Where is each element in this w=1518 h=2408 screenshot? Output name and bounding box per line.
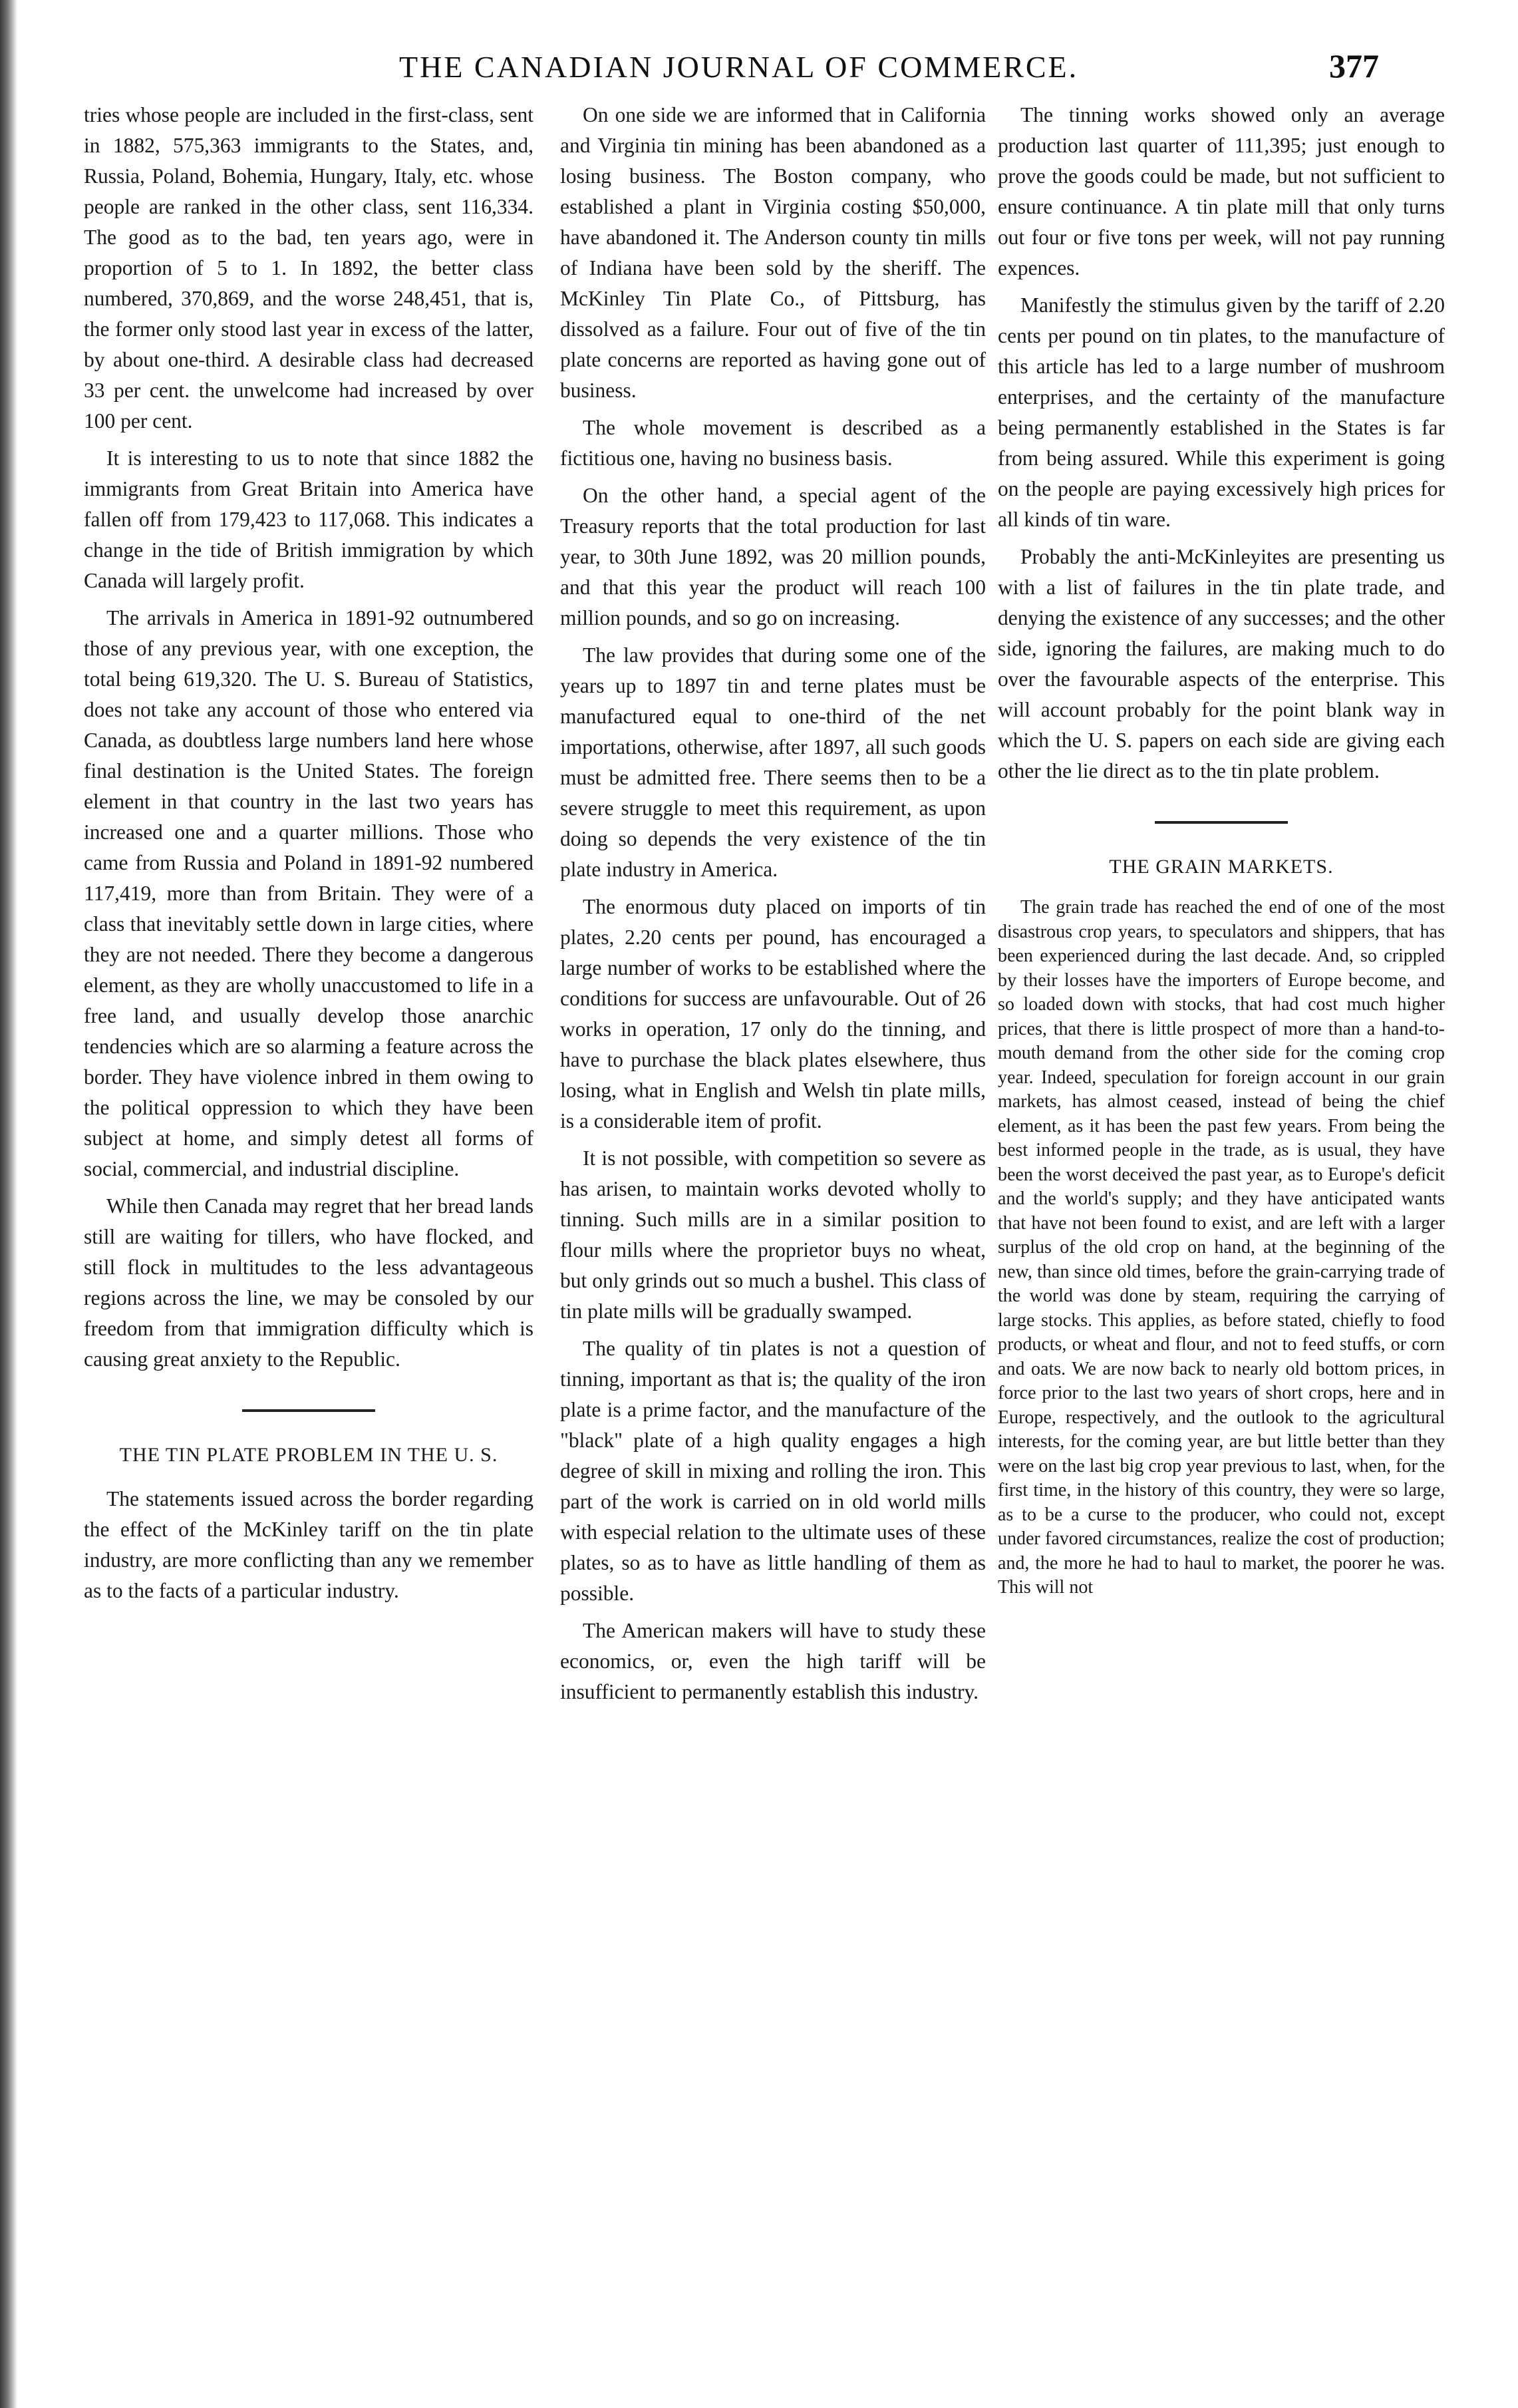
- grain-markets-article: [998, 896, 1445, 1600]
- article-paragraph: Probably the anti-McKinleyites are presenting us with a list of failures in the tin plate trade, and denying the existence of any successes; and the other side, ignoring the failures, are making much to do over the favourable aspects of the enterprise. This will account probably for the point blank way in which the U. S. papers on each side are giving each other the lie direct as to the tin plate problem.: [998, 545, 1445, 782]
- article-paragraph: The enormous duty placed on imports of tin plates, 2.20 cents per pound, has encouraged a large number of works to be established where the conditions for success are unfavourable. Out of 26 works in operation, 17 only do the tinning, and have to purchase the black plates elsewhere, thus losing, what in English and Welsh tin plate mills, is a considerable item of profit.: [560, 895, 986, 1132]
- tin-plate-continuation: [998, 100, 1445, 786]
- grain-markets-heading: THE GRAIN MARKETS.: [1109, 856, 1334, 878]
- column-3: [998, 100, 1445, 2362]
- column-2: [560, 100, 986, 2362]
- page-number: 377: [1329, 47, 1379, 85]
- article-paragraph: The tinning works showed only an average production last quarter of 111,395; just enough to prove the goods could be made, but not sufficient to ensure continuance. A tin plate mill that only turns out four or five tons per week, will not pay running expences.: [998, 103, 1445, 279]
- article-paragraph: tries whose people are included in the first-class, sent in 1882, 575,363 immigrants to the States, and, Russia, Poland, Bohemia, Hungary, Italy, etc. whose people are ranked in the other class, sent 116,334. The good as to the bad, ten years ago, were in proportion of 5 to 1. In 1892, the better class numbered, 370,869, and the worse 248,451, that is, the former only stood last year in excess of the latter, by about one-third. A desirable class had decreased 33 per cent. the unwelcome had increased by over 100 per cent.: [84, 103, 533, 432]
- running-head: [0, 35, 1518, 90]
- article-paragraph: It is not possible, with competition so severe as has arisen, to maintain works devoted wholly to tinning. Such mills are in a similar position to flour mills where the proprietor buys no wheat, but only grinds out so much a bushel. This class of tin plate mills will be gradually swamped.: [560, 1146, 986, 1323]
- tin-plate-heading: THE TIN PLATE PROBLEM IN THE U. S.: [119, 1444, 498, 1466]
- article-paragraph: The whole movement is described as a fictitious one, having no business basis.: [560, 416, 986, 470]
- article-paragraph: The law provides that during some one of the years up to 1897 tin and terne plates must be manufactured equal to one-third of the net importations, otherwise, after 1897, all such goods must be admitted free. There seems then to be a severe struggle to meet this requirement, as upon doing so depends the very existence of the tin plate industry in America.: [560, 643, 986, 881]
- article-paragraph: The statements issued across the border regarding the effect of the McKinley tariff on the tin plate industry, are more conflicting than any we remember as to the facts of a particular industry.: [84, 1487, 533, 1602]
- column-1: [84, 100, 533, 2362]
- article-paragraph: On one side we are informed that in California and Virginia tin mining has been abandoned as a losing business. The Boston company, who established a plant in Virginia costing $50,000, have abandoned it. The Anderson county tin mills of Indiana have been sold by the sheriff. The McKinley Tin Plate Co., of Pittsburg, has dissolved as a failure. Four out of five of the tin plate concerns are reported as having gone out of business.: [560, 103, 986, 402]
- article-paragraph: It is interesting to us to note that since 1882 the immigrants from Great Britain into America have fallen off from 179,423 to 117,068. This indicates a change in the tide of British immigration by which Canada will largely profit.: [84, 446, 533, 592]
- article-paragraph: The American makers will have to study these economics, or, even the high tariff will be insufficient to permanently establish this industry.: [560, 1619, 986, 1703]
- article-paragraph: The quality of tin plates is not a question of tinning, important as that is; the quality of the iron plate is a prime factor, and the manufacture of the "black" plate of a high quality engages a high degree of skill in mixing and rolling the iron. This part of the work is carried on in old world mills with especial relation to the ultimate uses of these plates, so as to have as little handling of them as possible.: [560, 1337, 986, 1605]
- scan-binding-edge: [0, 0, 17, 2408]
- article-paragraph: On the other hand, a special agent of the Treasury reports that the total production for last year, to 30th June 1892, was 20 million pounds, and that this year the product will reach 100 million pounds, and so go on increasing.: [560, 484, 986, 629]
- section-divider: [242, 1409, 375, 1412]
- article-paragraph: While then Canada may regret that her bread lands still are waiting for tillers, who have flocked, and still flock in multitudes to the less advantageous regions across the line, we may be consoled by our freedom from that immigration difficulty which is causing great anxiety to the Republic.: [84, 1194, 533, 1371]
- article-paragraph: The grain trade has reached the end of one of the most disastrous crop years, to speculators and shippers, that has been experienced during the last decade. And, so crippled by their losses have the importers of Europe become, and so loaded down with stocks, that had cost much higher prices, that there is little prospect of more than a hand-to-mouth demand from the other side for the coming crop year. Indeed, speculation for foreign account in our grain markets, has almost ceased, instead of being the chief element, as it has been the past few years. From being the best informed people in the trade, as is usual, they have been the worst deceived the past year, as to Europe's deficit and the world's supply; and they have anticipated wants that have not been found to exist, and are left with a larger surplus of the old crop on hand, at the beginning of the new, than since old times, before the grain-carrying trade of the world was done by steam, requiring the carrying of large stocks. This applies, as before stated, chiefly to food products, or wheat and flour, and not to feed stuffs, or corn and oats. We are now back to nearly old bottom prices, in force prior to the last two years of short crops, here and in Europe, respectively, and the outlook to the agricultural interests, for the coming year, are but little better than they were on the last big crop year previous to last, when, for the first time, in the history of this country, they were so large, as to be a curse to the producer, who could not, except under favored circumstances, realize the cost of production; and, the more he had to haul to market, the poorer he was. This will not: [998, 897, 1445, 1598]
- section-divider: [1155, 821, 1288, 824]
- article-paragraph: Manifestly the stimulus given by the tariff of 2.20 cents per pound on tin plates, to the manufacture of this article has led to a large number of mushroom enterprises, and the certainty of the manufacture being permanently established in the States is far from being assured. While this experiment is going on the people are paying excessively high prices for all kinds of tin ware.: [998, 293, 1445, 531]
- journal-title: THE CANADIAN JOURNAL OF COMMERCE.: [399, 50, 1079, 84]
- article-paragraph: The arrivals in America in 1891-92 outnumbered those of any previous year, with one exception, the total being 619,320. The U. S. Bureau of Statistics, does not take any account of those who entered via Canada, as doubtless large numbers land here whose final destination is the United States. The foreign element in that country in the last two years has increased one and a quarter millions. Those who came from Russia and Poland in 1891-92 numbered 117,419, more than from Britain. They were of a class that inevitably settle down in large cities, where they are not needed. There they become a dangerous element, as they are wholly unaccustomed to life in a free land, and usually develop those anarchic tendencies which are so alarming a feature across the border. They have violence inbred in them owing to the political oppression to which they have been subject at home, and simply detest all forms of social, commercial, and industrial discipline.: [84, 606, 533, 1180]
